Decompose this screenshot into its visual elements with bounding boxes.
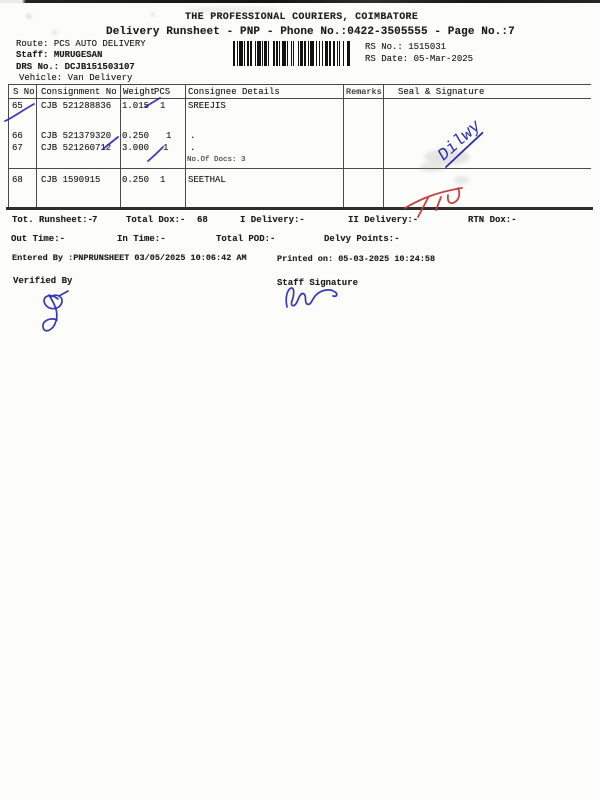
col-header-pcs: PCS	[154, 87, 171, 97]
vehicle-label: Vehicle:	[19, 73, 63, 83]
i-delivery-label: I Delivery:-	[240, 215, 305, 225]
table-border-top	[8, 84, 591, 85]
delvy-points-label: Delvy Points:-	[324, 234, 400, 244]
verified-by-signature	[43, 291, 68, 331]
cell-consignment: CJB 521260712	[41, 143, 112, 153]
cell-consignee: .	[190, 131, 196, 141]
route-line	[16, 39, 146, 49]
verified-by-label: Verified By	[13, 276, 73, 286]
table-border-bottom	[6, 207, 593, 210]
cell-pcs: 1	[166, 131, 172, 141]
table-column-divider	[185, 84, 186, 207]
col-header-weight: Weight	[123, 87, 156, 97]
col-header-consignment: Consignment No	[41, 87, 117, 97]
docs-count-note: No.Of Docs: 3	[187, 156, 246, 164]
total-runsheet-value: 7	[92, 215, 98, 225]
cell-sno: 65	[12, 101, 23, 111]
rs-date-line	[365, 54, 473, 64]
in-time-label: In Time:-	[117, 234, 166, 244]
table-header-divider	[8, 98, 591, 99]
stamp-smudge	[420, 149, 470, 184]
staff-signature-label: Staff Signature	[277, 278, 359, 288]
drs-value: DCJB151503107	[64, 62, 135, 72]
out-time-label: Out Time:-	[11, 234, 66, 244]
rs-date-value: 05-Mar-2025	[413, 54, 474, 64]
seal-signature-row65	[433, 117, 486, 167]
vehicle-value: Van Delivery	[67, 73, 133, 83]
scan-speck	[151, 13, 154, 16]
drs-label: DRS No.:	[16, 62, 60, 72]
col-header-consignee: Consignee Details	[188, 87, 280, 97]
entered-by-line: Entered By :PNPRUNSHEET 03/05/2025 10:06:42 AM	[12, 253, 247, 263]
cell-pcs: 1	[160, 101, 166, 111]
cell-consignment: CJB 521379320	[41, 131, 112, 141]
signature-underline	[445, 133, 483, 167]
cell-consignment: CJB 521288836	[41, 101, 112, 111]
staff-line	[16, 50, 102, 60]
route-value: PCS AUTO DELIVERY	[53, 39, 146, 49]
scan-speck	[27, 15, 31, 18]
rtn-dox-label: RTN Dox:-	[468, 215, 517, 225]
staff-label: Staff:	[16, 50, 49, 60]
cell-sno: 68	[12, 175, 23, 185]
col-header-remarks: Remarks	[346, 86, 382, 97]
cell-weight: 0.250	[122, 175, 150, 185]
table-section-divider	[8, 168, 591, 169]
cell-weight: 0.250	[122, 131, 150, 141]
total-dox-label: Total Dox:-	[126, 215, 186, 225]
drs-line	[16, 62, 135, 72]
cell-consignment: CJB 1590915	[41, 175, 101, 185]
ii-delivery-label: II Delivery:-	[348, 215, 419, 225]
cell-weight: 1.015	[122, 101, 150, 111]
total-pod-label: Total POD:-	[216, 234, 276, 244]
table-column-divider	[120, 84, 121, 207]
tick-row67-weight	[148, 147, 163, 161]
table-column-divider	[343, 84, 344, 207]
col-header-sno: S No	[13, 87, 35, 97]
rs-no-label: RS No.:	[365, 42, 403, 52]
total-dox-value: 68	[197, 215, 208, 225]
table-column-divider	[8, 84, 9, 207]
red-initials-signature	[405, 188, 462, 217]
table-column-divider	[383, 84, 384, 207]
cell-sno: 66	[12, 131, 23, 141]
total-runsheet-label: Tot. Runsheet:-	[12, 215, 94, 225]
table-column-divider	[36, 84, 37, 207]
cell-sno: 67	[12, 143, 23, 153]
rs-no-value: 1515031	[408, 42, 447, 52]
scan-speck	[53, 31, 57, 34]
cell-pcs: 1	[163, 143, 169, 153]
rs-no-line	[365, 42, 446, 52]
printed-on-line: Printed on: 05-03-2025 10:24:58	[277, 254, 436, 264]
barcode-icon	[233, 41, 350, 66]
route-label: Route:	[16, 39, 49, 49]
staff-value: MURUGESAN	[53, 50, 103, 60]
cell-consignee: .	[190, 143, 196, 153]
page-title: THE PROFESSIONAL COURIERS, COIMBATORE	[185, 12, 419, 23]
cell-weight: 3.000	[122, 143, 150, 153]
vehicle-line	[19, 73, 132, 83]
col-header-seal: Seal & Signature	[398, 87, 485, 97]
cell-consignee: SEETHAL	[188, 175, 226, 185]
scan-artifact-bar	[0, 0, 600, 3]
staff-signature	[286, 288, 337, 307]
rs-date-label: RS Date:	[365, 54, 409, 64]
cell-consignee: SREEJIS	[188, 101, 226, 111]
cell-pcs: 1	[160, 175, 166, 185]
page-subtitle: Delivery Runsheet - PNP - Phone No.:0422-3505555 - Page No.:7	[106, 26, 515, 38]
seal-signature-text: Dilwy	[434, 117, 486, 166]
